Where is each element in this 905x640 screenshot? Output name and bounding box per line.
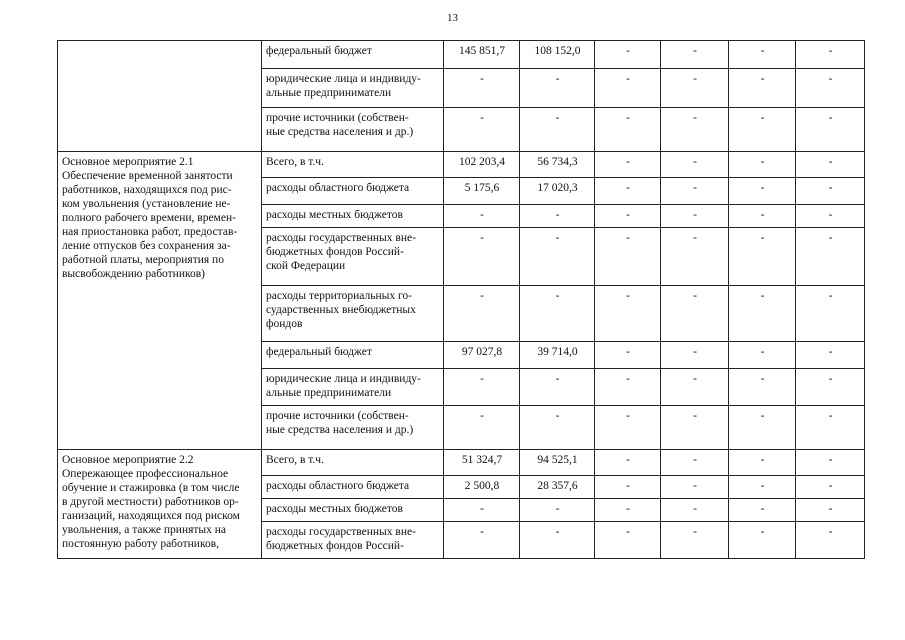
amount-cell: 97 027,8 [444, 342, 520, 369]
funding-source-cell [262, 228, 444, 286]
funding-source-cell [262, 476, 444, 499]
measure-line: ганизаций, находящихся под риском [62, 510, 240, 522]
empty-value-cell: - [729, 178, 796, 205]
amount-cell: 51 324,7 [444, 450, 520, 476]
funding-source-cell [262, 499, 444, 522]
empty-value-cell: - [595, 69, 661, 108]
measure-line: Основное мероприятие 2.2 [62, 454, 194, 466]
funding-source-cell [262, 286, 444, 342]
empty-value-cell: - [661, 369, 729, 406]
measure-cell [58, 450, 262, 559]
amount-cell: - [444, 406, 520, 450]
empty-value-cell: - [796, 152, 865, 178]
empty-value-cell: - [595, 178, 661, 205]
amount-cell: - [444, 286, 520, 342]
funding-source-line: расходы государственных вне- [266, 526, 416, 538]
empty-value-cell: - [729, 152, 796, 178]
empty-value-cell: - [796, 228, 865, 286]
funding-source-cell [262, 178, 444, 205]
measure-line: полного рабочего времени, времен- [62, 212, 236, 224]
table-row [58, 41, 865, 69]
amount-cell: 56 734,3 [520, 152, 595, 178]
empty-value-cell: - [595, 41, 661, 69]
empty-value-cell: - [729, 476, 796, 499]
empty-value-cell: - [661, 152, 729, 178]
measure-line: высвобождению работников) [62, 268, 206, 280]
empty-value-cell: - [661, 178, 729, 205]
funding-source-cell [262, 522, 444, 559]
amount-cell: 17 020,3 [520, 178, 595, 205]
funding-source-line: бюджетных фондов Россий- [266, 540, 404, 552]
empty-value-cell: - [796, 406, 865, 450]
empty-value-cell: - [729, 522, 796, 559]
empty-value-cell: - [729, 450, 796, 476]
funding-source-line: фондов [266, 318, 303, 330]
empty-value-cell: - [595, 406, 661, 450]
funding-source-cell [262, 342, 444, 369]
funding-source-cell [262, 205, 444, 228]
amount-cell: - [444, 522, 520, 559]
funding-source-line: юридические лица и индивиду- [266, 73, 421, 85]
funding-source-line: сударственных внебюджетных [266, 304, 416, 316]
amount-cell: - [444, 228, 520, 286]
measure-line: работников, находящихся под рис- [62, 184, 232, 196]
amount-cell: - [520, 369, 595, 406]
empty-value-cell: - [729, 499, 796, 522]
empty-value-cell: - [729, 205, 796, 228]
empty-value-cell: - [796, 69, 865, 108]
empty-value-cell: - [661, 228, 729, 286]
funding-source-line: расходы территориальных го- [266, 290, 413, 302]
empty-value-cell: - [796, 450, 865, 476]
funding-source-line: альные предприниматели [266, 87, 392, 99]
empty-value-cell: - [729, 406, 796, 450]
amount-cell: - [444, 108, 520, 152]
empty-value-cell: - [796, 369, 865, 406]
budget-table [57, 40, 865, 559]
funding-source-line: расходы областного бюджета [266, 480, 410, 492]
amount-cell: 108 152,0 [520, 41, 595, 69]
amount-cell: 39 714,0 [520, 342, 595, 369]
empty-value-cell: - [729, 41, 796, 69]
funding-source-cell [262, 108, 444, 152]
funding-source-line: альные предприниматели [266, 387, 392, 399]
funding-source-line: прочие источники (собствен- [266, 112, 409, 124]
amount-cell: - [520, 69, 595, 108]
empty-value-cell: - [595, 369, 661, 406]
funding-source-line: ные средства населения и др.) [266, 424, 414, 436]
measure-line: работной платы, мероприятия по [62, 254, 224, 266]
funding-source-line: федеральный бюджет [266, 45, 372, 57]
empty-value-cell: - [796, 476, 865, 499]
empty-value-cell: - [729, 286, 796, 342]
funding-source-cell [262, 152, 444, 178]
measure-line: постоянную работу работников, [62, 538, 220, 550]
funding-source-line: расходы местных бюджетов [266, 503, 403, 515]
empty-value-cell: - [595, 228, 661, 286]
funding-source-cell [262, 41, 444, 69]
measure-line: ком увольнения (установление не- [62, 198, 231, 210]
amount-cell: 145 851,7 [444, 41, 520, 69]
empty-value-cell: - [661, 499, 729, 522]
empty-value-cell: - [595, 476, 661, 499]
empty-value-cell: - [729, 69, 796, 108]
empty-value-cell: - [796, 522, 865, 559]
empty-value-cell: - [729, 369, 796, 406]
funding-source-line: ской Федерации [266, 260, 346, 272]
amount-cell: 5 175,6 [444, 178, 520, 205]
measure-line: Опережающее профессиональное [62, 468, 229, 480]
amount-cell: - [444, 205, 520, 228]
empty-value-cell: - [661, 406, 729, 450]
amount-cell: 102 203,4 [444, 152, 520, 178]
measure-line: ление отпусков без сохранения за- [62, 240, 231, 252]
measure-line: Обеспечение временной занятости [62, 170, 233, 182]
empty-value-cell: - [729, 228, 796, 286]
measure-line: ная приостановка работ, предостав- [62, 226, 238, 238]
amount-cell: - [520, 286, 595, 342]
funding-source-cell [262, 69, 444, 108]
empty-value-cell: - [661, 108, 729, 152]
empty-value-cell: - [595, 286, 661, 342]
empty-value-cell: - [595, 108, 661, 152]
empty-value-cell: - [729, 342, 796, 369]
amount-cell: - [444, 499, 520, 522]
empty-value-cell: - [595, 342, 661, 369]
empty-value-cell: - [796, 178, 865, 205]
funding-source-line: Всего, в т.ч. [266, 156, 324, 168]
funding-source-line: расходы государственных вне- [266, 232, 416, 244]
measure-line: Основное мероприятие 2.1 [62, 156, 194, 168]
funding-source-line: бюджетных фондов Россий- [266, 246, 404, 258]
empty-value-cell: - [661, 41, 729, 69]
empty-value-cell: - [661, 450, 729, 476]
measure-line: в другой местности) работников ор- [62, 496, 239, 508]
funding-source-line: прочие источники (собствен- [266, 410, 409, 422]
measure-line: увольнения, а также принятых на [62, 524, 227, 536]
funding-source-line: юридические лица и индивиду- [266, 373, 421, 385]
funding-source-line: расходы областного бюджета [266, 182, 410, 194]
funding-source-line: ные средства населения и др.) [266, 126, 414, 138]
amount-cell: - [520, 499, 595, 522]
page-number: 13 [447, 12, 458, 24]
measure-cell [58, 41, 262, 152]
funding-source-line: Всего, в т.ч. [266, 454, 324, 466]
amount-cell: - [520, 522, 595, 559]
measure-line: обучение и стажировка (в том числе [62, 482, 240, 494]
empty-value-cell: - [796, 108, 865, 152]
empty-value-cell: - [661, 69, 729, 108]
table-row [58, 450, 865, 476]
empty-value-cell: - [595, 499, 661, 522]
empty-value-cell: - [796, 41, 865, 69]
empty-value-cell: - [595, 205, 661, 228]
funding-source-cell [262, 450, 444, 476]
amount-cell: 2 500,8 [444, 476, 520, 499]
empty-value-cell: - [661, 522, 729, 559]
empty-value-cell: - [661, 476, 729, 499]
amount-cell: - [520, 205, 595, 228]
amount-cell: - [444, 69, 520, 108]
amount-cell: - [520, 108, 595, 152]
empty-value-cell: - [595, 152, 661, 178]
funding-source-cell [262, 369, 444, 406]
amount-cell: - [444, 369, 520, 406]
empty-value-cell: - [661, 342, 729, 369]
funding-source-cell [262, 406, 444, 450]
empty-value-cell: - [796, 205, 865, 228]
funding-source-line: расходы местных бюджетов [266, 209, 403, 221]
amount-cell: - [520, 228, 595, 286]
empty-value-cell: - [661, 205, 729, 228]
empty-value-cell: - [729, 108, 796, 152]
empty-value-cell: - [595, 450, 661, 476]
amount-cell: - [520, 406, 595, 450]
empty-value-cell: - [796, 342, 865, 369]
empty-value-cell: - [796, 286, 865, 342]
amount-cell: 94 525,1 [520, 450, 595, 476]
empty-value-cell: - [661, 286, 729, 342]
empty-value-cell: - [595, 522, 661, 559]
table-row [58, 152, 865, 178]
amount-cell: 28 357,6 [520, 476, 595, 499]
empty-value-cell: - [796, 499, 865, 522]
funding-source-line: федеральный бюджет [266, 346, 372, 358]
measure-cell [58, 152, 262, 450]
